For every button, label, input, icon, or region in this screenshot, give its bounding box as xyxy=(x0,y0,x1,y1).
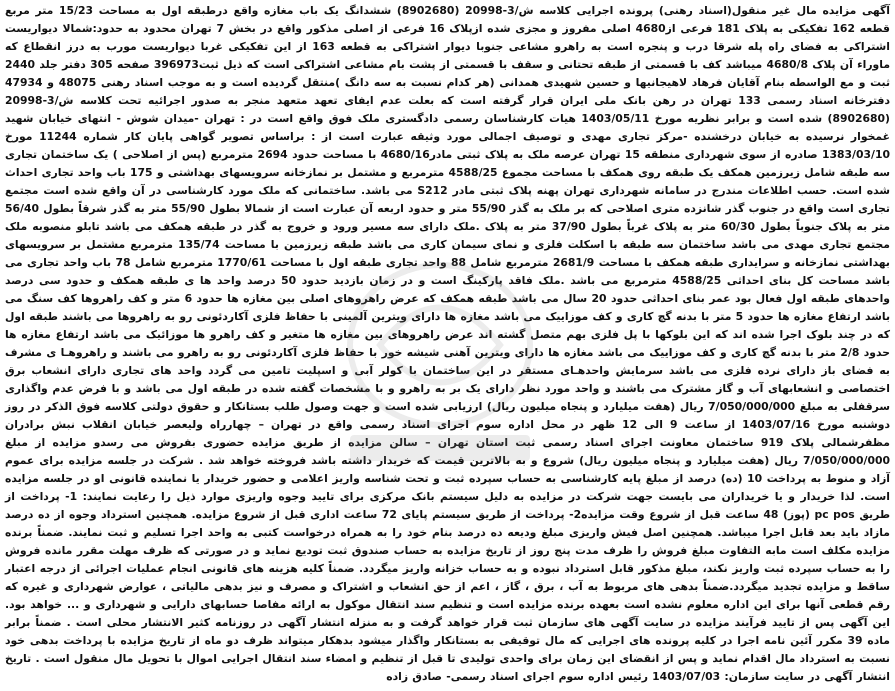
auction-notice-text: آگهی مزایده مال غیر منقول(اسناد رهنی) پرونده اجرایی کلاسه ش/3-20998 (8902680) ششدانگ یک باب مغازه واقع درطبقه اول به مساحت 15/23 متر مربع قطعه 162 تفکیکی به پلاک 181 فرعی از4680 اصلی مفروز و مجزی شده ازپلاک 16 فرعی از اصلی مذکور واقع در بخش 7 تهران محدود به حدود:شمالا دیواریست اشتراکی به فضای راه پله شرقا درب و پنجره است به راهرو مشاعی جنوبا دیوار اشتراکی به قطعه 163 از این تفکیکی غربا دیواریست مورب به درز انقطاع که ماوراء آن پلاک 4680/8 میباشد کف با قسمتی از طبقه تحتانی و سقف با قسمتی از پشت بام مشاعی اشتراکی است که ذیل ثبت396973 صفحه 305 دفتر جلد 2440 ثبت و مع الواسطه بنام آقایان فرهاد لاهیجانیها و حسین شهیدی همدانی (هر کدام نسبت به سه دانگ )منتقل گردیده است و به موجب اسناد رهنی 48075 و 47934 دفترخانه اسناد رسمی 133 تهران در رهن بانک ملی ایران قرار گرفته است که بعلت عدم ایفای تعهد متعهد منجر به صدور اجرائیه تحت کلاسه ش/3-20998 (8902680) شده است و برابر نظریه مورخ 1403/05/11 هیات کارشناسان رسمی دادگستری ملک فوق واقع است در : تهران -میدان شوش - انتهای خیابان شهید غمخوار نرسیده به خیابان درخشنده -مرکز تجاری مهدی و توصیف اجمالی مورد وثیقه عبارت است از : براساس تصویر گواهی پایان کار شماره 11244 مورخ 1383/03/10 صادره از سوی شهرداری منطقه 15 تهران عرصه ملک به پلاک ثبتی مادر4680/16 با مساحت حدود 2694 مترمربع (پس از اصلاحی ) یک ساختمان تجاری سه طبقه شامل زیرزمین همکف یک طبقه روی همکف با مساحت مجموع 4588/25 مترمربع و مشتمل بر نمازخانه سرویسهای بهداشتی و 175 باب واحد تجاری احداث شده است. حسب اطلاعات مندرج در سامانه شهرداری تهران پهنه پلاک ثبتی مادر S212 می باشد. ساختمانی که ملک مورد کارشناسی در آن واقع شده است مجتمع تجاری است واقع در جنوب گذر شانزده متری اصلاحی که بر ملک به گذر 55/90 متر و حدود اربعه آن عبارت است از شمالا بطول 55/90 متر به گذر شرقاً بطول 56/40 متر به پلاک جنوباً بطول 60/30 متر به پلاک غرباً بطول 37/90 متر به پلاک .ملک دارای سه مسیر ورود و خروج به گذر در طبقه همکف می باشد تابلو منصوبه ملک مجتمع تجاری مهدی می باشد ساختمان سه طبقه با اسکلت فلزی و نمای سیمان کاری می باشد طبقه زیرزمین با مساحت 135/74 مترمربع مشتمل بر سرویسهای بهداشتی نمازخانه و سرایداری طبقه همکف با مساحت 2681/9 مترمربع شامل 88 واحد تجاری طبقه اول با مساحت 1770/61 مترمربع شامل 78 باب واحد تجاری می باشد مساحت کل بنای احداثی 4588/25 مترمربع می باشد .ملک فاقد پارکینگ است و در زمان بازدید حدود 50 درصد واحد ها ی طبقه همکف و حدود سی درصد واحدهای طبقه اول فعال بود عمر بنای احداثی حدود 20 سال می باشد طبقه همکف که عرض راهروهای اصلی بین مغازه ها حدود 6 متر و کف راهروها کف سنگ می باشد ارتفاع مغازه ها حدود 5 متر با بدنه گچ کاری و کف موزاییک می باشد مغازه ها دارای ویترین آلمینی با حفاظ فلزی آکاردئونی رو به راهروها می باشند طبقه اول که در چند بلوک اجرا شده اند که این بلوکها با پل فلزی بهم متصل گشته اند عرض راهروهای بین مغازه ها متغیر و کف راهرو ها موزائیک می باشد ارتفاع مغازه ها حدود 2/8 متر با بدنه گچ کاری و کف موزاییک می باشد مغازه ها دارای ویترین آهنی شیشه خور با حفاظ فلزی آکاردئونی رو به راهرو می باشند و راهروهـا ی مشرف به فضای باز دارای نرده فلزی می باشد سرمایش واحدهـای مستقر در این ساختمان با کولر آبی و اسپلیت تامین می گردد واحد های تجاری دارای انشعاب برق اختصاصی و انشعابهای آب و گاز مشترک می باشند و واحد مورد نظر دارای یک بر به راهرو و با مشخصات گفته شده در طبقه اول می باشد و با فرض عدم واگذاری سرقفلی به مبلغ 7/050/000/000 ریال (هفت میلیارد و پنجاه میلیون ریال) ارزیابی شده است و جهت وصول طلب بستانکار و حقوق دولتی کلاسه فوق الذکر در روز دوشنبه مورخ 1403/07/16 از ساعت 9 الی 12 ظهر در محل اداره سوم اجرای اسناد رسمی واقع در تهران – چهارراه ولیعصر خیابان انقلاب نبش برادران مظفرشمالی پلاک 919 ساختمان معاونت اجرای اسناد رسمی ثبت استان تهران – سالن مزایده از طریق مزایده حضوری بفروش می رسدو مزایده از مبلغ 7/050/000/000 ریال (هفت میلیارد و پنجاه میلیون ریال) شروع و به بالاترین قیمت که خریدار داشته باشد فروخته خواهد شد . شرکت در جلسه مزایده برای عموم آزاد و منوط به پرداخت 10 (ده) درصد از مبلغ پایه کارشناسی به حساب سپرده ثبت و تحت شناسه واریز اعلامی و حضور خریدار یا نماینده قانونی او در جلسه مزایده است. لذا خریدار و یا خریداران می بایست جهت شرکت در مزایده به دلیل سیستم بانک مرکزی برای تایید وجوه واریزی موارد ذیل را رعایت نمایند: 1- پرداخت از طریق pc pos (پوز) 48 ساعت قبل از شروع وقت مزایده2- پرداخت از طریق سیستم پایای 72 ساعت اداری قبل از شروع مزایده. همچنین استرداد وجوه از ده درصد مازاد باید بعد قابل اجرا میباشد. همچنین اصل فیش واریزی مبلغ ودیعه ده درصد بنام خود را به همراه درخواست کتبی به واحد اجرا تسلیم و ثبت نمایند. ضمناً برنده مزایده مکلف است مابه التفاوت مبلغ فروش را ظرف مدت پنج روز از تاریخ مزایده به حساب صندوق ثبت تودیع نماید و در صورتی که ظرف مهلت مقرر مانده فروش را به حساب سپرده ثبت واریز نکند، مبلغ مذکور قابل استرداد نبوده و به حساب خزانه واریز میگردد. ضمناً کلیه هزینه های قانونی انجام عملیات اجرائی از درجه اعتبار ساقط و مزایده تجدید میگردد.ضمناً بدهی های مربوط به آب ، برق ، گاز ، اعم از حق انشعاب و اشتراک و مصرف و نیز بدهی مالیاتی ، عوارض شهرداری و غیره که رقم قطعی آنها برای این اداره معلوم نشده است بعهده برنده مزایده است و تنظیم سند انتقال موکول به ارائه مفاصا حسابهای دارایی و شهرداری و ... خواهد بود. این آگهی پس از تایید فرآیند مزایده در سایت آگهی های سازمان ثبت قرار خواهد گرفت و به منزله انتشار آگهی در روزنامه کثیر الانتشار محلی است . ضمناً برابر ماده 39 مکرر آئین نامه اجرا در کلیه پرونده های اجرایی که مال توقیفی به بستانکار واگذار میشود بدهکار میتواند ظرف دو ماه از تاریخ مزایده با پرداخت بدهی خود نسبت به استرداد مال اقدام نماید و پس از انقضای این زمان برای واحدی تولیدی تا قبل از تنظیم و امضاء سند انتقال اجرایی اموال با تحویل مال منقول است . تاریخ انتشار آگهی در سایت سازمان: 1403/07/03 رئیس اداره سوم اجرای اسناد رسمی- صادق زاده xyxy=(5,4,891,683)
